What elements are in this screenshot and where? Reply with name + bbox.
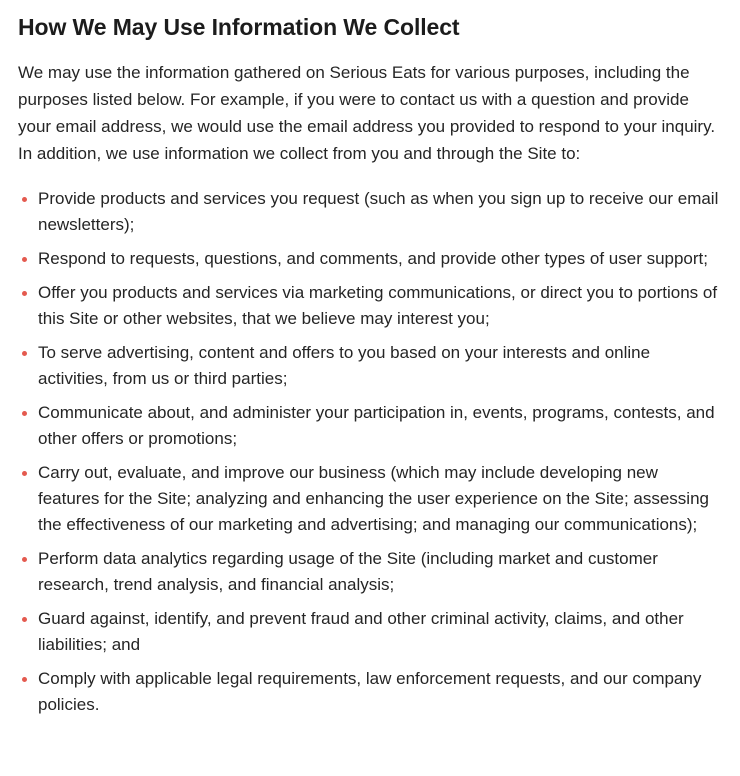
- list-item-text: Offer you products and services via marketing communications, or direct you to portions of this Site or other websites, that we believe may interest you;: [38, 283, 718, 328]
- intro-paragraph: We may use the information gathered on Serious Eats for various purposes, including the purposes listed below. For example, if you were to contact us with a question and provide your email address, we would use the email address you provided to respond to your inquiry. In addition, we use information we collect from you and through the Site to:: [18, 63, 716, 163]
- list-item: [18, 460, 722, 538]
- bullet-dot-icon: [22, 677, 27, 682]
- list-item-text: Provide products and services you request (such as when you sign up to receive our email newsletters);: [38, 189, 719, 234]
- bullet-dot-icon: [22, 197, 27, 202]
- list-item-text: Guard against, identify, and prevent fraud and other criminal activity, claims, and other liabilities; and: [38, 609, 684, 654]
- list-item: [18, 340, 722, 392]
- bullet-dot-icon: [22, 291, 27, 296]
- bullet-dot-icon: [22, 351, 27, 356]
- list-item: [18, 280, 722, 332]
- bullet-dot-icon: [22, 557, 27, 562]
- list-item-text: Comply with applicable legal requirements, law enforcement requests, and our company policies.: [38, 669, 702, 714]
- bullet-dot-icon: [22, 257, 27, 262]
- list-item-text: Perform data analytics regarding usage of the Site (including market and customer research, trend analysis, and financial analysis;: [38, 549, 658, 594]
- list-item: [18, 606, 722, 658]
- list-item: [18, 666, 722, 718]
- purposes-list: [18, 186, 722, 718]
- bullet-dot-icon: [22, 617, 27, 622]
- section-heading: How We May Use Information We Collect: [18, 14, 460, 40]
- bullet-dot-icon: [22, 411, 27, 416]
- list-item-text: To serve advertising, content and offers to you based on your interests and online activities, from us or third parties;: [38, 343, 651, 388]
- list-item: [18, 246, 722, 272]
- list-item: [18, 186, 722, 238]
- list-item: [18, 546, 722, 598]
- bullet-dot-icon: [22, 471, 27, 476]
- list-item-text: Communicate about, and administer your participation in, events, programs, contests, and other offers or promotions;: [38, 403, 715, 448]
- list-item-text: Respond to requests, questions, and comments, and provide other types of user support;: [38, 249, 708, 268]
- list-item: [18, 400, 722, 452]
- list-item-text: Carry out, evaluate, and improve our business (which may include developing new features for the Site; analyzing and enhancing the user experience on the Site; assessing the effectiveness of our marketing and advertising; and managing our communications);: [38, 463, 709, 534]
